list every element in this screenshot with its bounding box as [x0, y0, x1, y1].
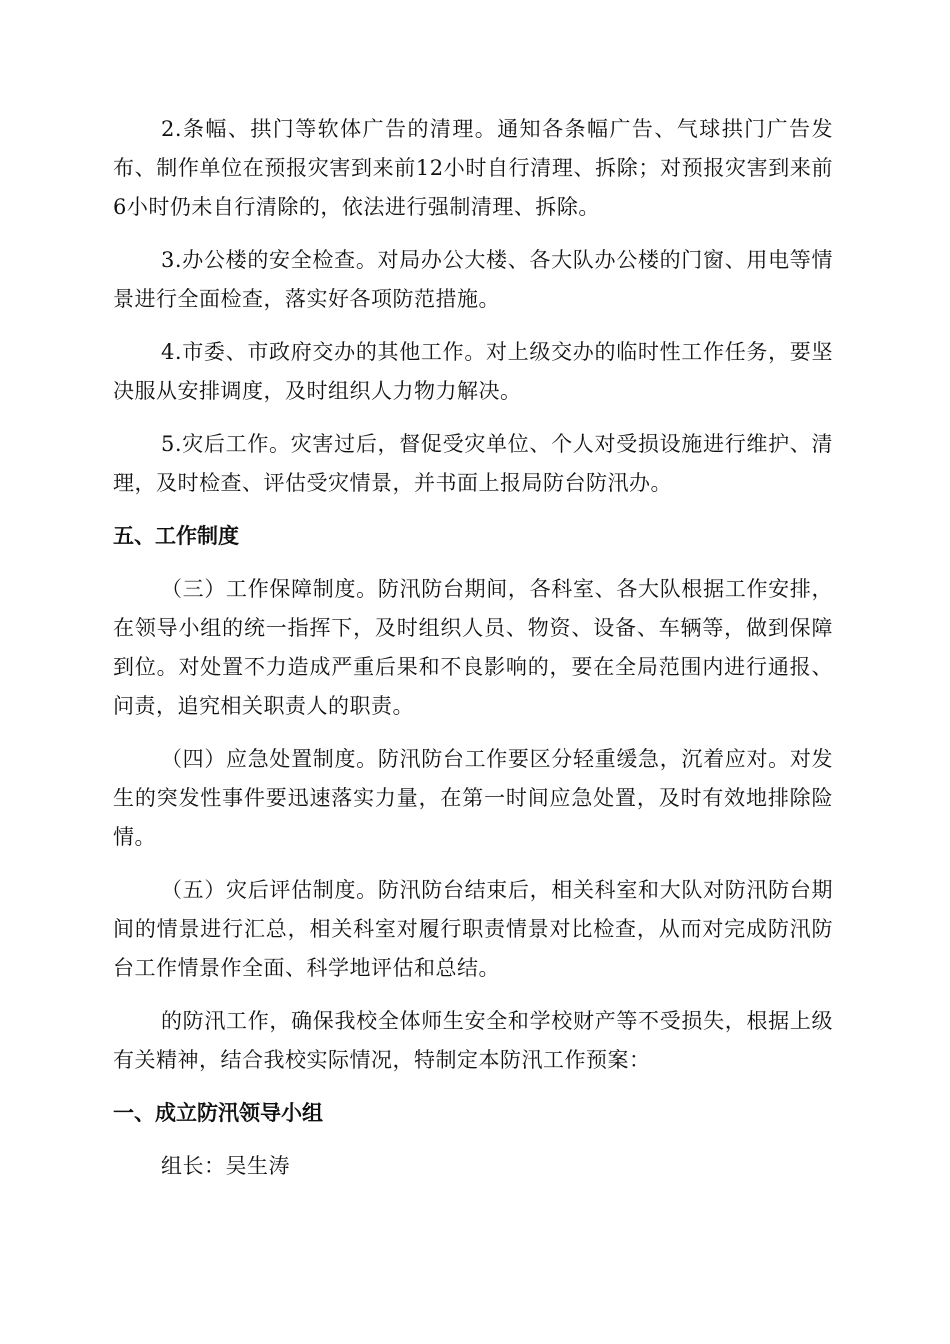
section-heading-leadership-group: 一、成立防汛领导小组: [113, 1101, 323, 1125]
paragraph-banner-cleanup: 2.条幅、拱门等软体广告的清理。通知各条幅广告、气球拱门广告发布、制作单位在预报灾害到来前12小时自行清理、拆除；对预报灾害到来前6小时仍未自行清除的，依法进行强制清理、拆除。: [113, 117, 833, 219]
paragraph-guarantee-system: （三）工作保障制度。防汛防台期间，各科室、各大队根据工作安排，在领导小组的统一指挥下，及时组织人员、物资、设备、车辆等，做到保障到位。对处置不力造成严重后果和不良影响的，要在全局范围内进行通报、问责，追究相关职责人的职责。: [113, 577, 833, 718]
paragraph-group-leader: 组长：吴生涛: [161, 1154, 290, 1178]
paragraph-other-tasks: 4.市委、市政府交办的其他工作。对上级交办的临时性工作任务，要坚决服从安排调度，及时组织人力物力解决。: [113, 340, 833, 403]
document-body: [113, 110, 833, 1200]
section-heading-work-system: 五、工作制度: [113, 524, 239, 548]
paragraph-emergency-system: （四）应急处置制度。防汛防台工作要区分轻重缓急，沉着应对。对发生的突发性事件要迅速落实力量，在第一时间应急处置，及时有效地排除险情。: [113, 747, 833, 849]
paragraph-flood-plan-intro: 的防汛工作，确保我校全体师生安全和学校财产等不受损失，根据上级有关精神，结合我校实际情况，特制定本防汛工作预案：: [113, 1009, 833, 1072]
paragraph-office-inspection: 3.办公楼的安全检查。对局办公大楼、各大队办公楼的门窗、用电等情景进行全面检查，落实好各项防范措施。: [113, 248, 833, 311]
paragraph-post-disaster: 5.灾后工作。灾害过后，督促受灾单位、个人对受损设施进行维护、清理，及时检查、评估受灾情景，并书面上报局防台防汛办。: [113, 432, 833, 495]
paragraph-evaluation-system: （五）灾后评估制度。防汛防台结束后，相关科室和大队对防汛防台期间的情景进行汇总，相关科室对履行职责情景对比检查，从而对完成防汛防台工作情景作全面、科学地评估和总结。: [113, 878, 833, 980]
